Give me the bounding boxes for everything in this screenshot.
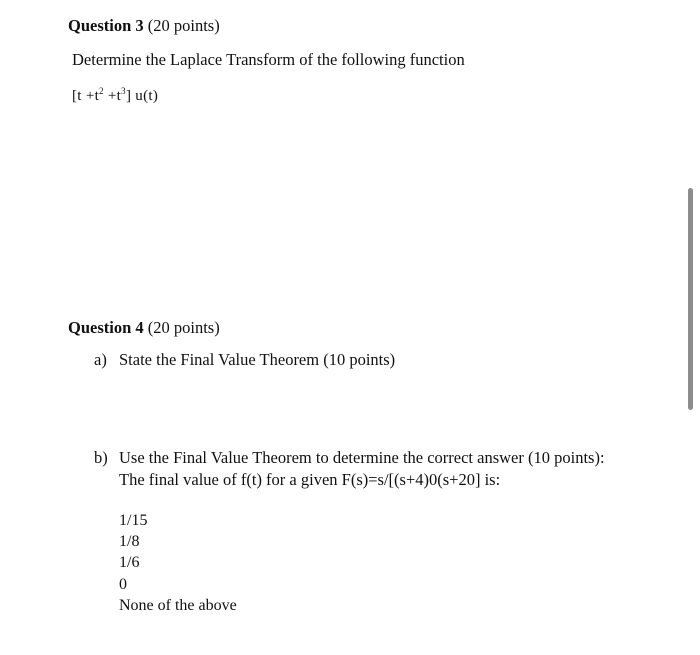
question-4-label: Question 4 (68, 318, 144, 337)
answer-option: 1/15 (119, 512, 148, 529)
formula-close: ] u(t) (125, 88, 159, 104)
part-b-line-2: The final value of f(t) for a given F(s)=s/[(s+4)0(s+20] is: (119, 470, 501, 489)
question-3-title (68, 16, 220, 36)
question-4-title (68, 318, 220, 338)
answer-option: 1/6 (119, 554, 140, 571)
question-4-points: (20 points) (143, 318, 220, 337)
answer-option: 0 (119, 576, 127, 593)
question-3-label: Question 3 (68, 16, 144, 35)
question-3-prompt: Determine the Laplace Transform of the following function (72, 50, 465, 69)
answer-option: 1/8 (119, 533, 140, 550)
question-3-points: (20 points) (143, 16, 220, 35)
part-b-marker: b) (94, 448, 108, 467)
formula-plus: +t (103, 88, 122, 104)
vertical-scrollbar-thumb[interactable] (688, 188, 693, 410)
part-b-line-1: Use the Final Value Theorem to determine the correct answer (10 points): (119, 448, 605, 467)
part-a-marker: a) (94, 350, 107, 369)
formula-exponent-2: 2 (99, 86, 104, 96)
answer-option: None of the above (119, 597, 237, 614)
laplace-function-formula (72, 86, 158, 105)
formula-exponent-3: 3 (121, 86, 126, 96)
formula-open: [t +t (72, 88, 100, 104)
part-a-text: State the Final Value Theorem (10 points) (119, 350, 396, 369)
